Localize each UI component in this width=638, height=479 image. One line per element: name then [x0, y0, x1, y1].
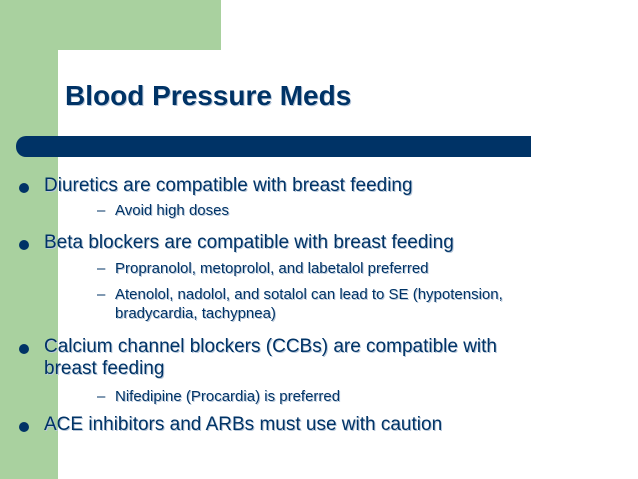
sub-bullet-text: Atenolol, nadolol, and sotalol can lead to SE (hypotension, bradycardia, tachypnea) — [115, 286, 503, 322]
sub-bullet-text: Propranolol, metoprolol, and labetalol preferred — [115, 260, 429, 277]
bullet-item — [19, 175, 413, 196]
bullet-dot-icon — [19, 183, 29, 193]
bullet-text: Calcium channel blockers (CCBs) are compatible with breast feeding — [44, 336, 498, 379]
sub-bullet-dash: – — [97, 260, 106, 277]
bullet-dot-icon — [19, 240, 29, 250]
sub-bullet-text: Avoid high doses — [115, 202, 229, 219]
sub-bullet-dash: – — [97, 286, 106, 303]
bullet-dot-icon — [19, 422, 29, 432]
bullet-item — [19, 336, 498, 379]
sub-bullet-text: Nifedipine (Procardia) is preferred — [115, 388, 341, 405]
bullet-item — [19, 232, 454, 253]
sub-bullet-dash: – — [97, 388, 106, 405]
slide-title: Blood Pressure Meds — [65, 80, 352, 111]
bullet-text: Diuretics are compatible with breast feeding — [44, 175, 413, 196]
sub-bullet-dash: – — [97, 202, 106, 219]
bullet-dot-icon — [19, 344, 29, 354]
bullet-item — [19, 414, 443, 435]
bullet-text: ACE inhibitors and ARBs must use with caution — [44, 414, 443, 435]
bullet-text: Beta blockers are compatible with breast feeding — [44, 232, 454, 253]
